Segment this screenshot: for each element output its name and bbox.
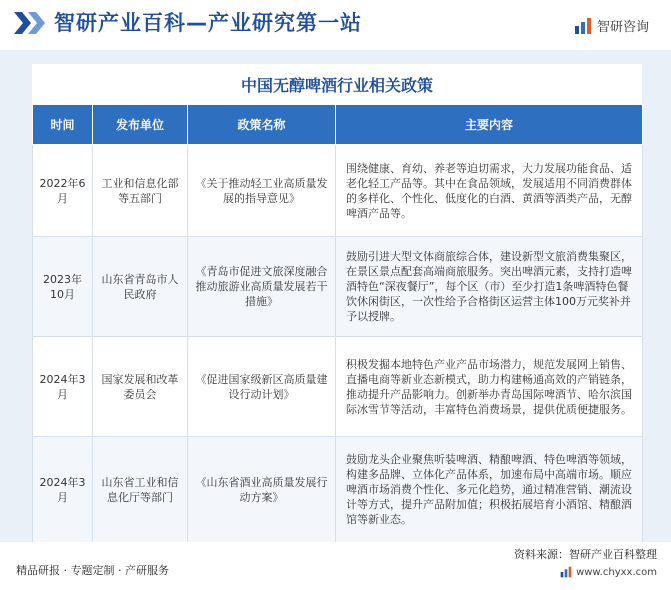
brand-name: 智研咨询: [596, 20, 649, 35]
top-banner: [0, 0, 671, 50]
page-title: 智研产业百科—产业研究第一站: [54, 11, 362, 35]
footer-services: 精品研报 · 专题定制 · 产研服务: [16, 564, 169, 577]
cell-policy-name: 《促进国家级新区高质量建设行动计划》: [188, 337, 336, 437]
footer-url[interactable]: www.chyxx.com: [576, 566, 657, 578]
cell-content: 鼓励龙头企业聚焦听装啤酒、精酿啤酒、特色啤酒等领域，构建多品牌、立体化产品体系，加速布局中高端市场。顺应啤酒市场消费个性化、多元化趋势，通过精准营销、潮流设计等方式，提升产品附加值；积极拓展培育小酒馆、精酿酒馆等新业态。: [336, 437, 643, 543]
cell-unit: 工业和信息化部等五部门: [93, 145, 188, 237]
cell-policy-name: 《山东省酒业高质量发展行动方案》: [188, 437, 336, 543]
table-header-row: [33, 105, 643, 145]
footer-source-block: [514, 546, 657, 578]
column-header-time: 时间: [33, 105, 93, 145]
table-row: [33, 437, 643, 543]
cell-content: 围绕健康、育幼、养老等迫切需求，大力发展功能食品、适老化轻工产品等。其中在食品领域，发展适用不同消费群体的多样化、个性化、低度化的白酒、黄酒等酒类产品，无醇啤酒产品等。: [336, 145, 643, 237]
column-header-unit: 发布单位: [93, 105, 188, 145]
chevron-arrows-icon: [14, 12, 48, 34]
cell-time: 2023年10月: [33, 237, 93, 337]
cell-content: 鼓励引进大型文体商旅综合体，建设新型文旅消费集聚区，在景区景点配套高端商旅服务。突出啤酒元素，支持打造啤酒特色“深夜餐厅”，每个区（市）至少打造1条啤酒特色餐饮休闲街区，一次性给予合格街区运营主体100万元奖补并予以授牌。: [336, 237, 643, 337]
brand-logo-icon: [574, 17, 592, 35]
cell-time: 2022年6月: [33, 145, 93, 237]
policy-table: [32, 104, 643, 543]
cell-policy-name: 《青岛市促进文旅深度融合推动旅游业高质量发展若干措施》: [188, 237, 336, 337]
cell-time: 2024年3月: [33, 337, 93, 437]
column-header-policy-name: 政策名称: [188, 105, 336, 145]
brand-logo[interactable]: [574, 16, 649, 35]
content-panel: [0, 50, 671, 542]
table-row: [33, 145, 643, 237]
footer-source: 资料来源：智研产业百科整理: [514, 548, 657, 561]
cell-policy-name: 《关于推动轻工业高质量发展的指导意见》: [188, 145, 336, 237]
brand-logo-small-icon: [560, 566, 572, 578]
card-title: 中国无醇啤酒行业相关政策: [240, 75, 433, 95]
policy-card: [32, 64, 642, 542]
cell-unit: 国家发展和改革委员会: [93, 337, 188, 437]
cell-unit: 山东省工业和信息化厅等部门: [93, 437, 188, 543]
cell-time: 2024年3月: [33, 437, 93, 543]
cell-unit: 山东省青岛市人民政府: [93, 237, 188, 337]
table-row: [33, 337, 643, 437]
cell-content: 积极发掘本地特色产业产品市场潜力，规范发展网上销售、直播电商等新业态新模式，助力构建畅通高效的产销链条，推动提升产品影响力。创新举办青岛国际啤酒节、哈尔滨国际冰雪节等活动，丰富特色消费场景，提供优质便捷服务。: [336, 337, 643, 437]
footer-url-row[interactable]: [514, 566, 657, 578]
footer: [0, 542, 671, 590]
column-header-content: 主要内容: [336, 105, 643, 145]
table-row: [33, 237, 643, 337]
